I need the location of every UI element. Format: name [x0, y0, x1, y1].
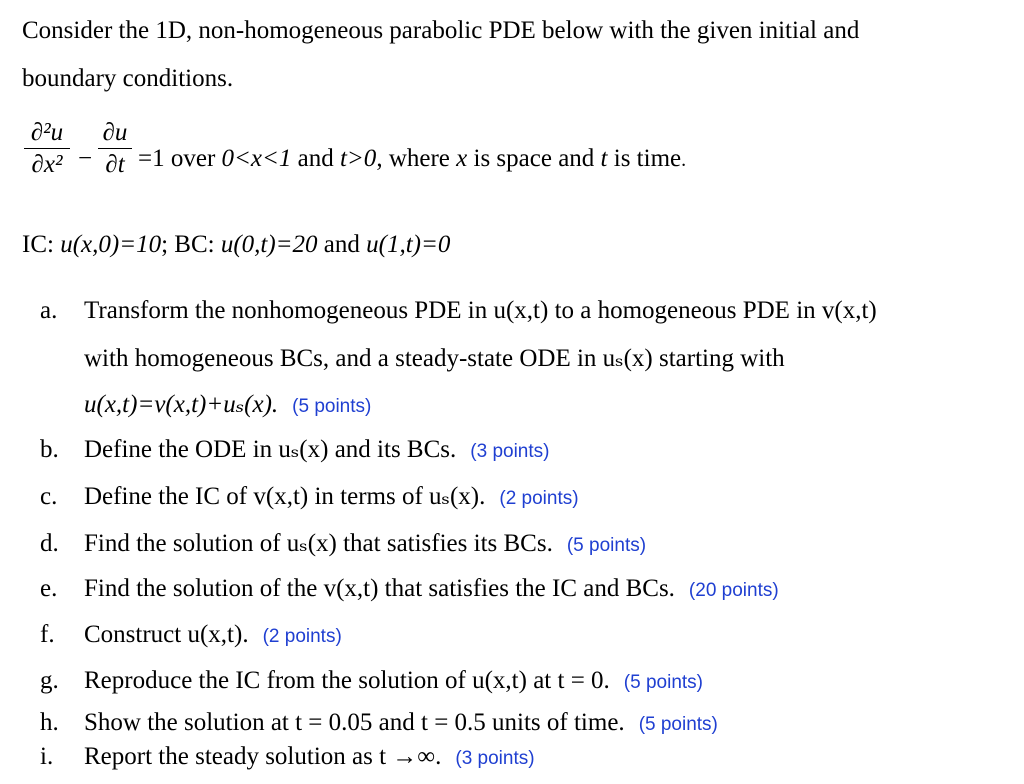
ic-expression: u(x,0)=10: [60, 231, 162, 258]
list-item-b: [40, 437, 549, 462]
pde-fraction-1: [24, 120, 70, 177]
item-label: c.: [40, 483, 58, 510]
conditions-line: [22, 232, 450, 257]
pde-fraction-2: [98, 120, 132, 177]
pde-text-b: 0<x<1: [221, 145, 292, 172]
item-text: Find the solution of the v(x,t) that satisfies the IC and BCs.: [84, 575, 675, 602]
item-text: with homogeneous BCs, and a steady-state ODE in uₛ(x) starting with: [84, 345, 785, 372]
item-text: Transform the nonhomogeneous PDE in u(x,t) to a homogeneous PDE in v(x,t): [84, 297, 877, 324]
pde-text-j: .: [681, 149, 687, 171]
pde-domain-text: [138, 146, 686, 171]
item-label: f.: [40, 621, 55, 648]
intro-line-2: boundary conditions.: [22, 65, 234, 92]
list-item-a-continued-1: [84, 346, 785, 371]
item-text: Find the solution of uₛ(x) that satisfies its BCs.: [84, 530, 553, 557]
item-text: Define the IC of v(x,t) in terms of uₛ(x).: [84, 483, 486, 510]
item-text: Reproduce the IC from the solution of u(x,t) at t = 0.: [84, 667, 610, 694]
points-badge: (5 points): [566, 535, 647, 556]
bc-left: u(0,t)=20: [220, 231, 318, 258]
list-item-a-continued-2: [84, 392, 371, 417]
list-item-c: [40, 484, 579, 509]
list-item-f: [40, 622, 342, 647]
item-text: Report the steady solution as t →∞.: [84, 743, 442, 770]
list-item-h: [40, 710, 718, 735]
list-item-a: [40, 298, 877, 323]
points-badge: (3 points): [470, 441, 550, 462]
item-text: Construct u(x,t).: [84, 621, 249, 648]
points-badge: (5 points): [638, 714, 718, 735]
item-label: g.: [40, 667, 59, 694]
pde-text-d: t>0: [339, 145, 377, 172]
points-badge: (5 points): [292, 396, 372, 417]
fraction-1-denominator: ∂x²: [31, 151, 63, 178]
item-text: u(x,t)=v(x,t)+uₛ(x).: [84, 391, 279, 418]
points-badge: (5 points): [623, 672, 703, 693]
item-label: e.: [40, 575, 58, 602]
item-text: Define the ODE in uₛ(x) and its BCs.: [84, 436, 457, 463]
bc-right: u(1,t)=0: [366, 231, 451, 258]
intro-line-1: Consider the 1D, non-homogeneous parabolic PDE below with the given initial and: [22, 17, 860, 44]
item-label: b.: [40, 436, 59, 463]
ic-label: IC:: [22, 231, 61, 258]
pde-minus: −: [78, 145, 93, 172]
fraction-1-numerator: ∂²u: [30, 119, 64, 146]
item-label: d.: [40, 530, 59, 557]
list-item-g: [40, 668, 703, 693]
bc-and: and: [317, 231, 367, 258]
bc-label: ; BC:: [161, 231, 221, 258]
item-label: h.: [40, 709, 59, 736]
item-label: i.: [40, 743, 54, 770]
fraction-1-bar: [24, 148, 70, 149]
fraction-2-numerator: ∂u: [102, 119, 128, 146]
fraction-2-denominator: ∂t: [105, 151, 125, 178]
list-item-d: [40, 531, 646, 556]
pde-text-h: t: [600, 145, 608, 172]
points-badge: (20 points): [688, 580, 779, 601]
pde-text-i: is time: [607, 145, 682, 172]
fraction-2-bar: [98, 148, 132, 149]
pde-text-e: , where: [376, 145, 457, 172]
pde-text-a: =1 over: [138, 145, 222, 172]
points-badge: (3 points): [455, 748, 535, 769]
pde-text-g: is space and: [467, 145, 601, 172]
points-badge: (2 points): [262, 626, 342, 647]
pde-text-c: and: [291, 145, 340, 172]
list-item-i: [40, 744, 535, 769]
item-label: a.: [40, 297, 58, 324]
pde-text-f: x: [456, 145, 468, 172]
item-text: Show the solution at t = 0.05 and t = 0.5 units of time.: [84, 709, 625, 736]
list-item-e: [40, 576, 779, 601]
points-badge: (2 points): [499, 488, 579, 509]
